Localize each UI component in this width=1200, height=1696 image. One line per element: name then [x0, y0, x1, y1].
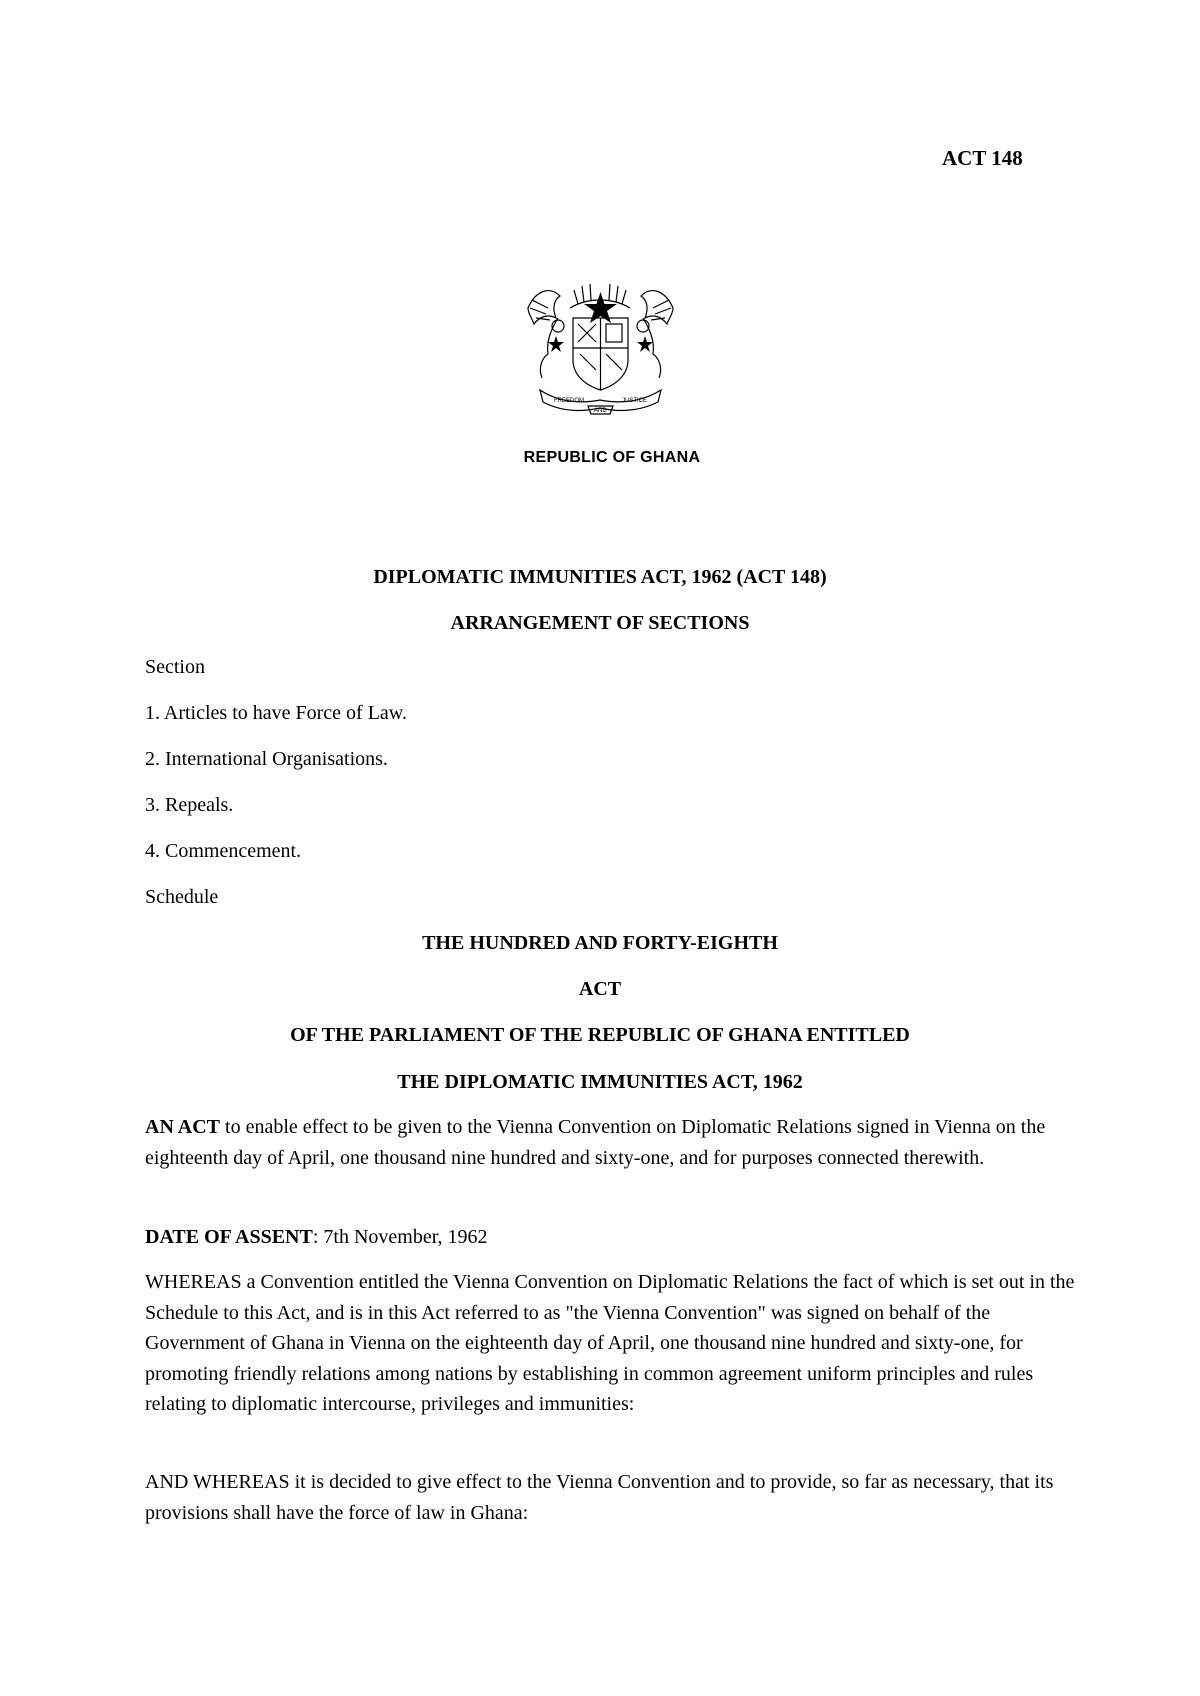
- date-of-assent: [145, 1222, 1075, 1253]
- long-title-paragraph: [145, 1112, 1075, 1173]
- schedule-label: Schedule: [145, 886, 219, 908]
- motto-center: AND: [594, 408, 607, 414]
- long-title-lead: AN ACT: [145, 1116, 221, 1138]
- republic-label: REPUBLIC OF GHANA: [523, 449, 701, 466]
- whereas-paragraph-2: AND WHEREAS it is decided to give effect to the Vienna Convention and to provide, so far as necessary, that its provisions shall have the force of law in Ghana:: [145, 1471, 1054, 1524]
- whereas-paragraph-1: WHEREAS a Convention entitled the Vienna Convention on Diplomatic Relations the fact of which is set out in the Schedule to this Act, and is in this Act referred to as "the Vienna Convention" was signed on behalf of the Government of Ghana in Vienna on the eighteenth day of April, one thousand nine hundred and sixty-one, for promoting friendly relations among nations by establishing in common agreement uniform principles and rules relating to diplomatic intercourse, privileges and immunities:: [145, 1271, 1075, 1415]
- enactment-line-2: ACT: [578, 978, 622, 1000]
- assent-label: DATE OF ASSENT: [145, 1226, 313, 1248]
- section-item: 2. International Organisations.: [145, 748, 388, 770]
- section-label: Section: [145, 656, 205, 678]
- arrangement-heading: ARRANGEMENT OF SECTIONS: [450, 612, 750, 634]
- enactment-line-4: THE DIPLOMATIC IMMUNITIES ACT, 1962: [397, 1071, 803, 1093]
- section-item: 3. Repeals.: [145, 794, 234, 816]
- motto-right: JUSTICE: [622, 398, 648, 404]
- motto-left: FREEDOM: [554, 398, 584, 404]
- enactment-line-3: OF THE PARLIAMENT OF THE REPUBLIC OF GHANA ENTITLED: [290, 1024, 910, 1046]
- section-item: 4. Commencement.: [145, 840, 302, 862]
- enactment-line-1: THE HUNDRED AND FORTY-EIGHTH: [422, 932, 778, 954]
- section-item: 1. Articles to have Force of Law.: [145, 702, 407, 724]
- act-number: ACT 148: [942, 146, 1023, 170]
- document-title: DIPLOMATIC IMMUNITIES ACT, 1962 (ACT 148): [373, 566, 827, 588]
- assent-value: : 7th November, 1962: [312, 1226, 488, 1248]
- ghana-coat-of-arms-icon: [518, 278, 683, 418]
- long-title-text: to enable effect to be given to the Vienna Convention on Diplomatic Relations signed in Vienna on the eighteenth day of April, one thousand nine hundred and sixty-one, and for purposes connected therewith.: [145, 1116, 1046, 1169]
